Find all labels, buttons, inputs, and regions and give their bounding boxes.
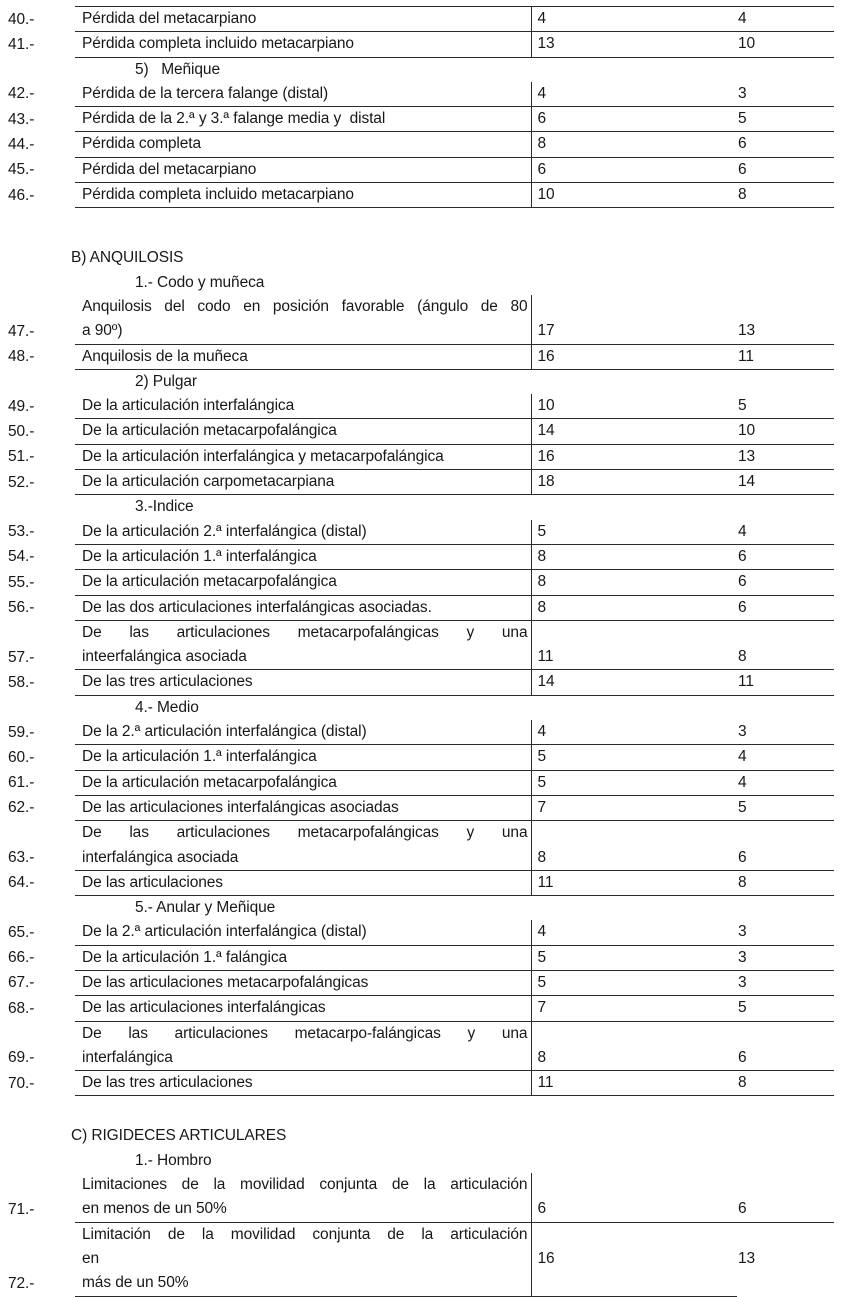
row-value-col1: 5 [531, 770, 737, 795]
subsection-row [0, 271, 834, 295]
row-number: 68.- [8, 999, 35, 1017]
table-row [0, 970, 834, 995]
row-value-col1: 14 [531, 670, 737, 695]
row-value-col1: 4 [531, 82, 737, 107]
row-description: De la 2.ª articulación interfalángica (distal) [75, 720, 531, 745]
table-row [0, 1021, 834, 1071]
row-description [75, 295, 531, 344]
table-row [0, 183, 834, 208]
table-row [0, 1173, 834, 1222]
row-value-col2: 6 [737, 157, 834, 182]
subsection-row [0, 495, 834, 520]
row-number: 42.- [8, 85, 35, 103]
row-value-col1: 6 [531, 107, 737, 132]
row-value-col1: 10 [531, 394, 737, 419]
table-row [0, 670, 834, 695]
row-description: De la articulación interfalángica [75, 394, 531, 419]
row-value-col2: 8 [737, 870, 834, 895]
row-value-col1: 13 [531, 32, 737, 57]
table-row [0, 745, 834, 770]
row-number: 71.- [8, 1200, 35, 1218]
table-row [0, 795, 834, 820]
row-value-col2: 8 [737, 1071, 834, 1096]
description-line: a 90º) [82, 322, 123, 340]
description-line: Limitaciones de la movilidad conjunta de la articulación [82, 1176, 528, 1194]
row-number: 51.- [8, 448, 35, 466]
row-value-col2: 4 [737, 745, 834, 770]
row-value-col2: 6 [737, 1021, 834, 1071]
row-number: 61.- [8, 774, 35, 792]
table-row [0, 544, 834, 569]
row-value-col1: 16 [531, 344, 737, 369]
row-value-col2: 6 [737, 821, 834, 871]
row-value-col1: 7 [531, 996, 737, 1021]
table-row [0, 470, 834, 495]
row-value-col1: 6 [531, 1173, 737, 1222]
subsection-row [0, 1149, 834, 1173]
document-page [0, 6, 852, 1292]
row-value-col1: 11 [531, 620, 737, 670]
row-value-col1: 5 [531, 970, 737, 995]
row-description [75, 1173, 531, 1222]
row-number: 54.- [8, 548, 35, 566]
description-line: más de un 50% [82, 1274, 189, 1292]
row-value-col2: 11 [737, 344, 834, 369]
row-description: De las articulaciones interfalángicas asociadas [75, 795, 531, 820]
row-description: Pérdida del metacarpiano [75, 7, 531, 32]
row-number: 57.- [8, 648, 35, 666]
subsection-heading: 1.- Hombro [135, 1151, 212, 1169]
row-description: De la articulación carpometacarpiana [75, 470, 531, 495]
row-value-col1: 11 [531, 870, 737, 895]
table-row [0, 720, 834, 745]
row-value-col1: 8 [531, 595, 737, 620]
row-value-col2: 13 [738, 1250, 756, 1268]
row-value-col1: 8 [531, 132, 737, 157]
row-number: 72.- [8, 1274, 35, 1292]
table-row [0, 419, 834, 444]
row-number: 48.- [8, 348, 35, 366]
row-value-col2: 10 [737, 419, 834, 444]
row-description: Pérdida de la 2.ª y 3.ª falange media y distal [75, 107, 531, 132]
row-description: De la 2.ª articulación interfalángica (distal) [75, 920, 531, 945]
row-description: Pérdida completa [75, 132, 531, 157]
row-value-col1: 7 [531, 795, 737, 820]
row-number: 47.- [8, 322, 35, 340]
row-value-col2: 3 [737, 945, 834, 970]
row-value-col2: 8 [737, 183, 834, 208]
table-row [0, 770, 834, 795]
row-value-col1: 4 [531, 720, 737, 745]
row-value-col1: 5 [531, 945, 737, 970]
row-description: De la articulación 1.ª interfalángica [75, 745, 531, 770]
row-number: 44.- [8, 135, 35, 153]
row-description: Pérdida completa incluido metacarpiano [75, 183, 531, 208]
section-row [0, 246, 834, 270]
row-number: 43.- [8, 110, 35, 128]
row-description: Pérdida de la tercera falange (distal) [75, 82, 531, 107]
row-number: 70.- [8, 1074, 35, 1092]
subsection-row [0, 57, 834, 82]
table-row [0, 620, 834, 670]
row-value-col2: 5 [737, 795, 834, 820]
description-line: Anquilosis del codo en posición favorable (ángulo de 80 [82, 297, 528, 315]
table-row [0, 32, 834, 57]
row-value-col2: 3 [737, 970, 834, 995]
row-value-col2: 5 [737, 996, 834, 1021]
row-value-col1: 11 [531, 1071, 737, 1096]
row-description: Pérdida completa incluido metacarpiano [75, 32, 531, 57]
row-value-col1: 14 [531, 419, 737, 444]
table-row [0, 82, 834, 107]
row-description [75, 821, 531, 871]
subsection-row [0, 896, 834, 921]
spacer-row [0, 1096, 834, 1125]
table-row [0, 444, 834, 469]
spacer-row [0, 208, 834, 247]
row-value-col2: 6 [737, 1173, 834, 1222]
table-row [0, 132, 834, 157]
row-number: 52.- [8, 473, 35, 491]
row-value-col2: 4 [737, 770, 834, 795]
table-row [0, 344, 834, 369]
row-number: 46.- [8, 186, 35, 204]
row-value-col1: 6 [531, 157, 737, 182]
table-row [0, 996, 834, 1021]
row-number: 64.- [8, 874, 35, 892]
description-line: De las articulaciones metacarpo-falángicas y una [82, 1024, 528, 1042]
row-description: De la articulación 1.ª falángica [75, 945, 531, 970]
table-row [0, 595, 834, 620]
row-description: De la articulación interfalángica y metacarpofalángica [75, 444, 531, 469]
table-row [0, 821, 834, 871]
row-value-col1: 4 [531, 7, 737, 32]
row-value-col1: 8 [531, 544, 737, 569]
row-value-col2: 6 [737, 595, 834, 620]
description-line: De las articulaciones metacarpofalángicas y una [82, 623, 528, 641]
section-row [0, 1124, 834, 1148]
row-value-col1: 5 [531, 520, 737, 545]
subsection-heading: 1.- Codo y muñeca [135, 273, 265, 291]
table-row [0, 295, 834, 344]
row-value-col1: 5 [531, 745, 737, 770]
table-row [0, 157, 834, 182]
row-number: 45.- [8, 161, 35, 179]
row-value-col1: 8 [531, 570, 737, 595]
table-row [0, 1071, 834, 1096]
row-number: 58.- [8, 673, 35, 691]
description-line: De las articulaciones metacarpofalángicas y una [82, 824, 528, 842]
table-row [0, 7, 834, 32]
row-value-col2: 5 [737, 107, 834, 132]
subsection-heading: 3.-Indice [135, 498, 194, 516]
row-value-col1: 10 [531, 183, 737, 208]
section-heading: B) ANQUILOSIS [71, 249, 184, 267]
row-number: 53.- [8, 523, 35, 541]
row-description: Anquilosis de la muñeca [75, 344, 531, 369]
row-number: 56.- [8, 599, 35, 617]
description-line: Limitación de la movilidad conjunta de la articulación [82, 1225, 528, 1243]
row-value-col2: 6 [737, 544, 834, 569]
row-value-col2: 5 [737, 394, 834, 419]
row-description [75, 1021, 531, 1071]
row-description [75, 620, 531, 670]
description-line: en menos de un 50% [82, 1200, 227, 1218]
subsection-heading: 4.- Medio [135, 698, 199, 716]
row-value-col2: 4 [737, 7, 834, 32]
row-value-col1: 8 [531, 1021, 737, 1071]
row-number: 55.- [8, 573, 35, 591]
description-line: interfalángica asociada [82, 848, 239, 866]
row-value-col2: 3 [737, 82, 834, 107]
row-value-col2: 8 [737, 620, 834, 670]
row-number: 69.- [8, 1049, 35, 1067]
row-description: De las articulaciones [75, 870, 531, 895]
row-value-col1: 17 [531, 295, 737, 344]
row-description: De las articulaciones metacarpofalángicas [75, 970, 531, 995]
row-value-col2: 6 [737, 132, 834, 157]
subsection-row [0, 369, 834, 394]
subsection-heading: 2) Pulgar [135, 372, 197, 390]
row-value-col1: 16 [531, 444, 737, 469]
subsection-heading: 5.- Anular y Meñique [135, 899, 276, 917]
row-value-col2: 14 [737, 470, 834, 495]
tariff-table [0, 6, 834, 1297]
row-value-col2: 3 [737, 920, 834, 945]
row-value-col2: 10 [737, 32, 834, 57]
table-row [0, 945, 834, 970]
row-number: 67.- [8, 974, 35, 992]
table-row [0, 1222, 834, 1296]
row-value-col2: 6 [737, 570, 834, 595]
row-value-col1: 18 [531, 470, 737, 495]
row-value-col1: 8 [531, 821, 737, 871]
section-heading: C) RIGIDECES ARTICULARES [71, 1127, 287, 1145]
row-value-col2: 3 [737, 720, 834, 745]
row-number: 50.- [8, 422, 35, 440]
row-number: 63.- [8, 849, 35, 866]
row-number: 41.- [8, 35, 35, 53]
row-number: 66.- [8, 949, 35, 967]
row-number: 65.- [8, 923, 35, 941]
table-row [0, 570, 834, 595]
description-line: interfalángica [82, 1048, 173, 1066]
table-row [0, 920, 834, 945]
row-number: 49.- [8, 397, 35, 415]
row-number: 60.- [8, 748, 35, 766]
row-description [75, 1222, 531, 1296]
table-body [0, 7, 834, 1297]
row-value-col2: 4 [737, 520, 834, 545]
row-description: Pérdida del metacarpiano [75, 157, 531, 182]
row-value-col2: 13 [737, 295, 834, 344]
row-description: De la articulación metacarpofalángica [75, 770, 531, 795]
table-row [0, 520, 834, 545]
table-row [0, 870, 834, 895]
row-value-col1: 16 [531, 1222, 737, 1296]
row-number: 40.- [8, 10, 35, 28]
row-description: De las tres articulaciones [75, 670, 531, 695]
row-value-col1: 4 [531, 920, 737, 945]
row-description: De las articulaciones interfalángicas [75, 996, 531, 1021]
row-value-col2: 11 [737, 670, 834, 695]
row-description: De las tres articulaciones [75, 1071, 531, 1096]
description-line: inteerfalángica asociada [82, 648, 247, 666]
row-description: De las dos articulaciones interfalángicas asociadas. [75, 595, 531, 620]
row-number: 59.- [8, 723, 35, 741]
row-description: De la articulación metacarpofalángica [75, 419, 531, 444]
subsection-row [0, 695, 834, 720]
subsection-heading: 5) Meñique [135, 60, 220, 78]
row-description: De la articulación 2.ª interfalángica (distal) [75, 520, 531, 545]
row-description: De la articulación metacarpofalángica [75, 570, 531, 595]
table-row [0, 107, 834, 132]
description-line: en [82, 1249, 100, 1267]
row-number: 62.- [8, 799, 35, 817]
table-row [0, 394, 834, 419]
row-description: De la articulación 1.ª interfalángica [75, 544, 531, 569]
row-value-col2: 13 [737, 444, 834, 469]
